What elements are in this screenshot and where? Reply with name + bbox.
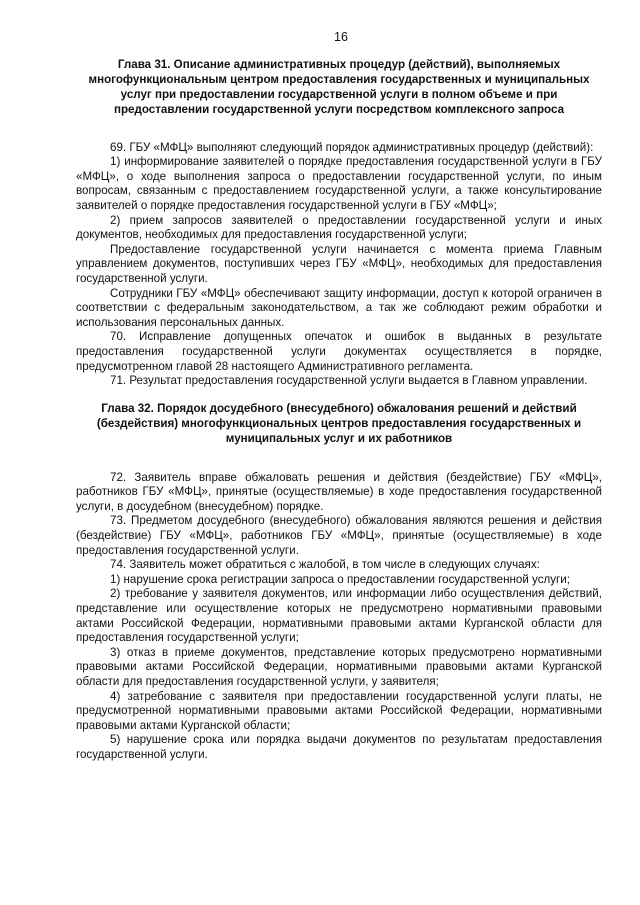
paragraph-74-item-5: 5) нарушение срока или порядка выдачи документов по результатам предоставления государственной услуги. — [76, 733, 602, 761]
document-page — [76, 30, 602, 763]
paragraph-data-protection: Сотрудники ГБУ «МФЦ» обеспечивают защиту информации, доступ к которой ограничен в соответствии с федеральным законодательством, а так же соблюдают режим обработки и использования персональных данных. — [76, 286, 602, 329]
paragraph-69-item-1: 1) информирование заявителей о порядке предоставления государственной услуги в ГБУ «МФЦ», о ходе выполнения запроса о предоставлении государственной услуги, по иным вопросам, связанным с предоставлением государственной услуги, а также консультирование заявителей о порядке предоставления государственной услуги в ГБУ «МФЦ»; — [76, 155, 602, 212]
chapter-31-title: Глава 31. Описание административных процедур (действий), выполняемых многофункциональным центром предоставления государственных и муниципальных услуг при предоставлении государственной услуги в полном объеме и при предоставлении государственной услуги посредством комплексного запроса — [88, 57, 590, 116]
paragraph-74-item-2: 2) требование у заявителя документов, или информации либо осуществления действий, представление или осуществление которых не предусмотрено нормативными правовыми актами Российской Федерации, нормативными правовыми актами Курганской области для предоставления государственной услуги; — [76, 587, 602, 645]
page-number: 16 — [334, 30, 348, 44]
paragraph-69: 69. ГБУ «МФЦ» выполняют следующий порядок административных процедур (действий): — [110, 140, 594, 154]
paragraph-71: 71. Результат предоставления государственной услуги выдается в Главном управлении. — [110, 374, 588, 388]
paragraph-70: 70. Исправление допущенных опечаток и ошибок в выданных в результате предоставления государственной услуги документах осуществляется в порядке, предусмотренном главой 28 настоящего Административного регламента. — [76, 330, 602, 373]
paragraph-74: 74. Заявитель может обратиться с жалобой, в том числе в следующих случаях: — [110, 558, 540, 572]
chapter-32-body — [76, 471, 602, 763]
chapter-31-body — [76, 141, 602, 389]
paragraph-74-item-4: 4) затребование с заявителя при предоставлении государственной услуги платы, не предусмотренной нормативными правовыми актами Российской Федерации, нормативными правовыми актами Курганской области; — [76, 689, 602, 732]
paragraph-74-item-1: 1) нарушение срока регистрации запроса о предоставлении государственной услуги; — [110, 572, 570, 586]
paragraph-72: 72. Заявитель вправе обжаловать решения и действия (бездействие) ГБУ «МФЦ», работников ГБУ «МФЦ», принятые (осуществляемые) в ходе предоставления государственной услуги, в досудебном (внесудебном) порядке. — [76, 470, 602, 513]
chapter-32-title: Глава 32. Порядок досудебного (внесудебного) обжалования решений и действий (бездействия) многофункциональных центров предоставления государственных и муниципальных услуг и их работников — [96, 401, 582, 445]
paragraph-service-start: Предоставление государственной услуги начинается с момента приема Главным управлением документов, поступивших через ГБУ «МФЦ», необходимых для предоставления государственной услуги. — [76, 242, 602, 285]
paragraph-74-item-3: 3) отказ в приеме документов, представление которых предусмотрено нормативными правовыми актами Российской Федерации, нормативными правовыми актами Курганской области для предоставления государственной услуги, у заявителя; — [76, 645, 602, 688]
paragraph-69-item-2: 2) прием запросов заявителей о предоставлении государственной услуги и иных документов, необходимых для предоставления государственной услуги; — [76, 213, 602, 242]
paragraph-73: 73. Предметом досудебного (внесудебного) обжалования являются решения и действия (бездействие) ГБУ «МФЦ», работников ГБУ «МФЦ», принятые (осуществляемые) в ходе предоставления государственной услуги. — [76, 514, 602, 557]
